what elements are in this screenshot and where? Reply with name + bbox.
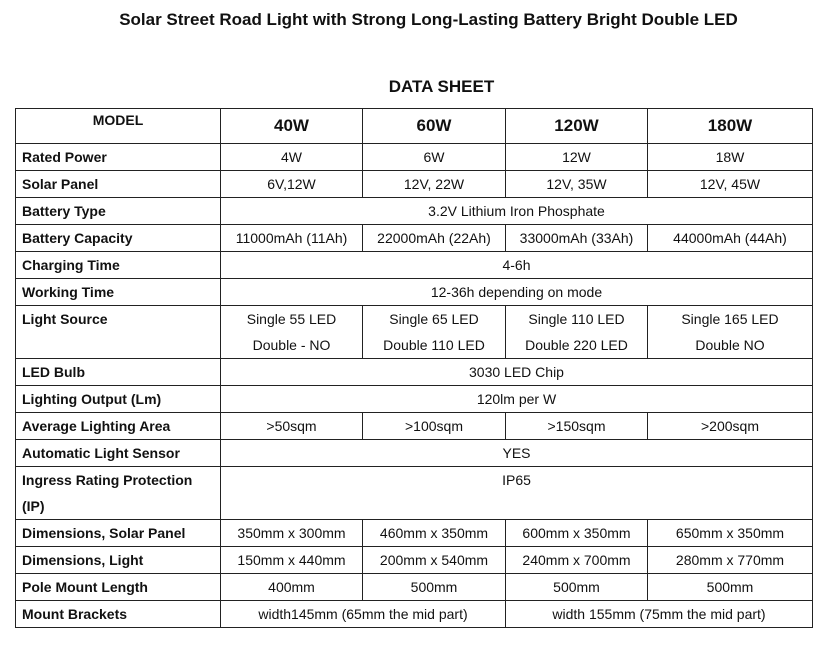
- cell-value-pair: width145mm (65mm the mid part): [221, 601, 506, 628]
- cell-value: [648, 306, 813, 359]
- table-row-lighting-area: [16, 413, 813, 440]
- cell-value: 11000mAh (11Ah): [221, 225, 363, 252]
- table-row-working-time: [16, 279, 813, 306]
- cell-value: 4W: [221, 144, 363, 171]
- row-label: Automatic Light Sensor: [16, 440, 221, 467]
- cell-value: 18W: [648, 144, 813, 171]
- table-row-led-bulb: [16, 359, 813, 386]
- cell-value: >100sqm: [363, 413, 506, 440]
- table-row-solar-panel: [16, 171, 813, 198]
- data-sheet-table: [15, 108, 813, 628]
- cell-value: 650mm x 350mm: [648, 520, 813, 547]
- cell-value: 6V,12W: [221, 171, 363, 198]
- double-led: Double 110 LED: [383, 337, 485, 353]
- row-label: [16, 467, 221, 520]
- row-label-line1: Ingress Rating Protection: [22, 472, 193, 488]
- model-180w: 180W: [648, 109, 813, 144]
- table-row-pole-mount-length: [16, 574, 813, 601]
- cell-value-all: IP65: [221, 467, 813, 520]
- header-row: [16, 109, 813, 144]
- cell-value: 350mm x 300mm: [221, 520, 363, 547]
- row-label: Mount Brackets: [16, 601, 221, 628]
- cell-value-pair: width 155mm (75mm the mid part): [506, 601, 813, 628]
- cell-value: 200mm x 540mm: [363, 547, 506, 574]
- cell-value-all: YES: [221, 440, 813, 467]
- cell-value: 150mm x 440mm: [221, 547, 363, 574]
- single-led: Single 165 LED: [681, 311, 779, 327]
- row-label: Rated Power: [16, 144, 221, 171]
- cell-value: 12W: [506, 144, 648, 171]
- data-sheet-heading: DATA SHEET: [388, 77, 495, 96]
- table-row-charging-time: [16, 252, 813, 279]
- cell-value: >200sqm: [648, 413, 813, 440]
- cell-value: 22000mAh (22Ah): [363, 225, 506, 252]
- single-led: Single 110 LED: [528, 311, 625, 327]
- table-row-battery-type: [16, 198, 813, 225]
- cell-value: 460mm x 350mm: [363, 520, 506, 547]
- single-led: Single 65 LED: [389, 311, 479, 327]
- cell-value: 500mm: [506, 574, 648, 601]
- table-row-mount-brackets: [16, 601, 813, 628]
- cell-value: 240mm x 700mm: [506, 547, 648, 574]
- cell-value: 12V, 45W: [648, 171, 813, 198]
- cell-value: 12V, 22W: [363, 171, 506, 198]
- cell-value: 6W: [363, 144, 506, 171]
- single-led: Single 55 LED: [246, 311, 337, 327]
- model-120w: 120W: [506, 109, 648, 144]
- cell-value: 12V, 35W: [506, 171, 648, 198]
- cell-value: [221, 306, 363, 359]
- cell-value-all: 3030 LED Chip: [221, 359, 813, 386]
- row-label: Pole Mount Length: [16, 574, 221, 601]
- cell-value: 500mm: [363, 574, 506, 601]
- row-label: Battery Capacity: [16, 225, 221, 252]
- row-label-line2: (IP): [22, 498, 45, 514]
- table-row-ingress-protection: [16, 467, 813, 520]
- row-label: Battery Type: [16, 198, 221, 225]
- cell-value: [363, 306, 506, 359]
- table-row-light-sensor: [16, 440, 813, 467]
- document-title: Solar Street Road Light with Strong Long-Lasting Battery Bright Double LED: [119, 10, 738, 29]
- cell-value: [506, 306, 648, 359]
- double-led: Double 220 LED: [525, 337, 628, 353]
- double-led: Double NO: [695, 337, 765, 353]
- cell-value: 33000mAh (33Ah): [506, 225, 648, 252]
- model-header: MODEL: [16, 109, 221, 144]
- cell-value: >150sqm: [506, 413, 648, 440]
- table-row-dims-solar-panel: [16, 520, 813, 547]
- cell-value: 600mm x 350mm: [506, 520, 648, 547]
- cell-value-all: 12-36h depending on mode: [221, 279, 813, 306]
- row-label: Dimensions, Light: [16, 547, 221, 574]
- cell-value: 500mm: [648, 574, 813, 601]
- table-row-battery-capacity: [16, 225, 813, 252]
- row-label: LED Bulb: [16, 359, 221, 386]
- cell-value-all: 4-6h: [221, 252, 813, 279]
- row-label: Charging Time: [16, 252, 221, 279]
- row-label: Dimensions, Solar Panel: [16, 520, 221, 547]
- table-row-rated-power: [16, 144, 813, 171]
- cell-value: 280mm x 770mm: [648, 547, 813, 574]
- model-40w: 40W: [221, 109, 363, 144]
- model-60w: 60W: [363, 109, 506, 144]
- cell-value-all: 120lm per W: [221, 386, 813, 413]
- row-label: Solar Panel: [16, 171, 221, 198]
- row-label: Average Lighting Area: [16, 413, 221, 440]
- row-label: Working Time: [16, 279, 221, 306]
- row-label: Lighting Output (Lm): [16, 386, 221, 413]
- table-row-dims-light: [16, 547, 813, 574]
- row-label: Light Source: [16, 306, 221, 359]
- cell-value: 400mm: [221, 574, 363, 601]
- cell-value: >50sqm: [221, 413, 363, 440]
- cell-value: 44000mAh (44Ah): [648, 225, 813, 252]
- table-row-lighting-output: [16, 386, 813, 413]
- cell-value-all: 3.2V Lithium Iron Phosphate: [221, 198, 813, 225]
- double-led: Double - NO: [252, 337, 331, 353]
- table-row-light-source: [16, 306, 813, 359]
